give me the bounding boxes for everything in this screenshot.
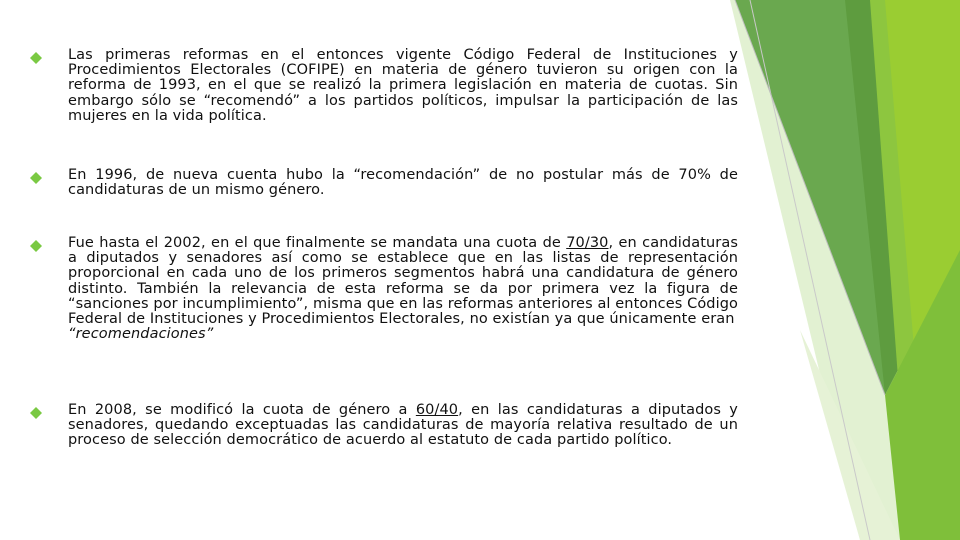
diamond-bullet-icon <box>30 52 42 64</box>
list-item-text: Las primeras reformas en el entonces vigente Código Federal de Instituciones y Procedimientos Electorales (COFIPE) en materia de género tuvieron su origen con la reforma de 1993, en el que se realizó la primera legislación en materia de cuotas. Sin embargo sólo se “recomendó” a los partidos políticos, impulsar la participación de las mujeres en la vida política. <box>68 47 738 124</box>
list-item <box>30 48 740 124</box>
list-item <box>30 168 740 198</box>
diamond-bullet-icon <box>30 407 42 419</box>
list-item <box>30 236 740 342</box>
list-item-text <box>68 403 738 449</box>
list-item-text: En 1996, de nueva cuenta hubo la “recomendación” de no postular más de 70% de candidaturas de un mismo género. <box>68 167 738 199</box>
quota-underlined: 60/40 <box>415 402 459 418</box>
text-segment: En 2008, se modificó la cuota de género a <box>68 402 416 418</box>
italic-word: “recomendaciones” <box>68 326 214 343</box>
list-item <box>30 403 740 449</box>
text-segment: , en candidaturas a diputados y senadores así como se establece que en las listas de representación proporcional en cada uno de los primeros segmentos habrá una candidatura de género distinto. También la relevancia de esta reforma se da por primera vez la figura de “sanciones por incumplimiento”, misma que en las reformas anteriores al entonces Código Federal de Instituciones y Procedimientos Electorales, no existían ya que únicamente eran <box>68 235 738 328</box>
text-segment: , en las candidaturas a diputados y senadores, quedando exceptuadas las candidaturas de mayoría relativa resultado de un proceso de selección democrático de acuerdo al estatuto de cada partido político. <box>68 402 738 449</box>
list-item-text <box>68 236 738 342</box>
diamond-bullet-icon <box>30 240 42 252</box>
quota-underlined: 70/30 <box>566 235 609 251</box>
diamond-bullet-icon <box>30 172 42 184</box>
text-segment: Fue hasta el 2002, en el que finalmente se mandata una cuota de <box>68 235 567 251</box>
